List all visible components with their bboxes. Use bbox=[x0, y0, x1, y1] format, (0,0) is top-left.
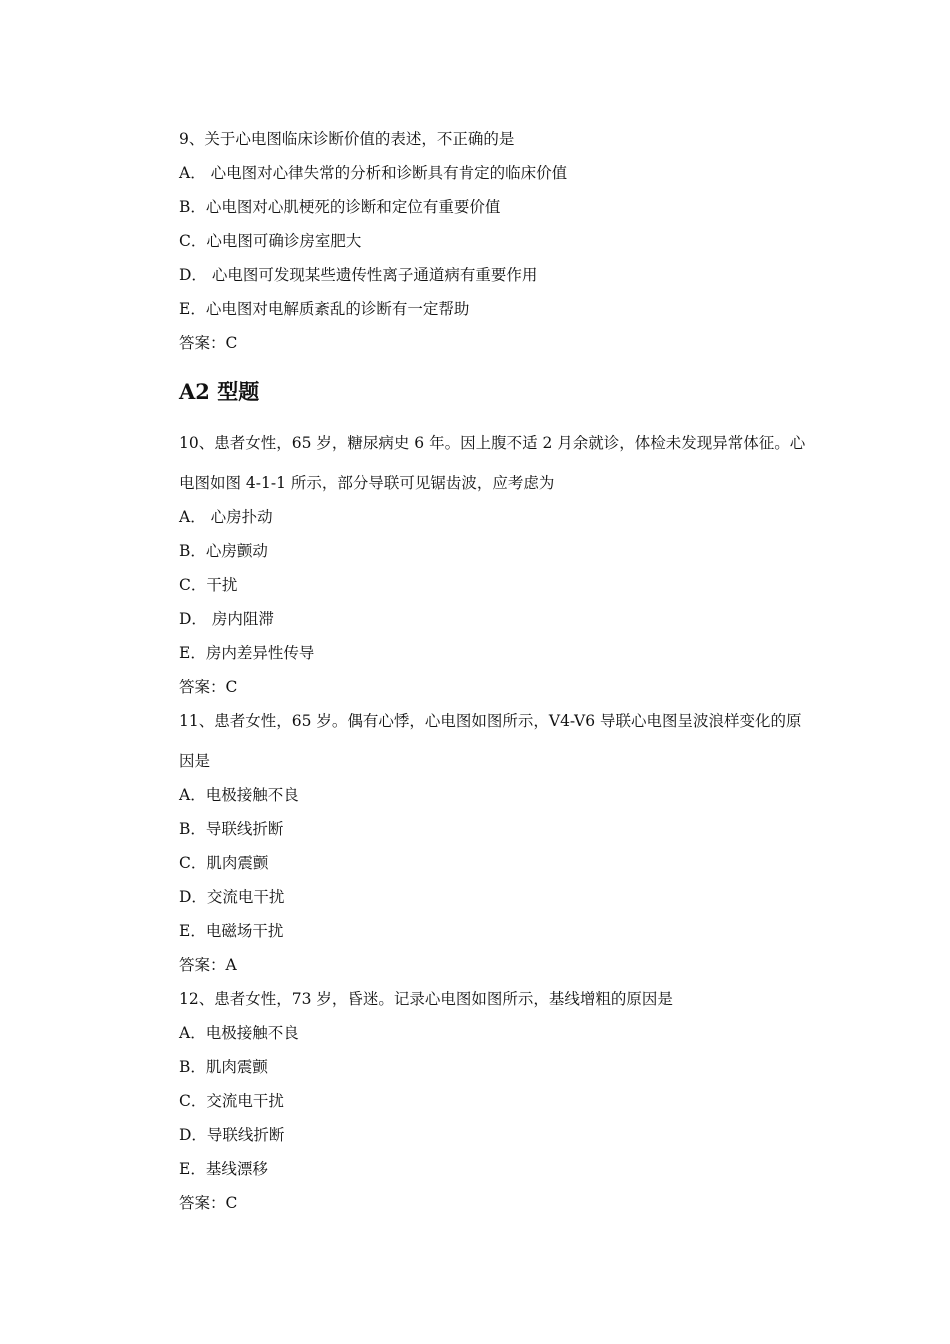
option-b: B．心电图对心肌梗死的诊断和定位有重要价值 bbox=[179, 198, 501, 216]
question-stem-line-2: 电图如图 4-1-1 所示，部分导联可见锯齿波，应考虑为 bbox=[179, 474, 555, 492]
question-stem: 12、患者女性，73 岁，昏迷。记录心电图如图所示，基线增粗的原因是 bbox=[179, 990, 673, 1008]
option-c: C．干扰 bbox=[179, 576, 238, 594]
option-b: B．肌肉震颤 bbox=[179, 1058, 268, 1076]
option-c: C．交流电干扰 bbox=[179, 1092, 284, 1110]
document-page bbox=[179, 122, 819, 1220]
option-e: E．电磁场干扰 bbox=[179, 922, 284, 940]
question-stem-line-1: 11、患者女性，65 岁。偶有心悸，心电图如图所示，V4-V6 导联心电图呈波浪样变化的原 bbox=[179, 712, 802, 730]
answer: 答案：C bbox=[179, 678, 238, 696]
option-e: E．房内差异性传导 bbox=[179, 644, 315, 662]
option-a: A． 心电图对心律失常的分析和诊断具有肯定的临床价值 bbox=[179, 164, 568, 182]
option-a: A．电极接触不良 bbox=[179, 1024, 299, 1042]
option-a: A．电极接触不良 bbox=[179, 786, 299, 804]
question-10 bbox=[179, 426, 819, 704]
question-9 bbox=[179, 122, 819, 360]
option-b: B．心房颤动 bbox=[179, 542, 268, 560]
option-b: B．导联线折断 bbox=[179, 820, 284, 838]
question-11 bbox=[179, 704, 819, 982]
section-heading: A2 型题 bbox=[179, 379, 260, 404]
question-stem-line-1: 10、患者女性，65 岁，糖尿病史 6 年。因上腹不适 2 月余就诊，体检未发现异常体征。心 bbox=[179, 434, 806, 452]
answer: 答案：C bbox=[179, 1194, 238, 1212]
option-c: C．心电图可确诊房室肥大 bbox=[179, 232, 362, 250]
option-d: D．导联线折断 bbox=[179, 1126, 285, 1144]
answer: 答案：C bbox=[179, 334, 238, 352]
option-d: D． 房内阻滞 bbox=[179, 610, 274, 628]
option-c: C．肌肉震颤 bbox=[179, 854, 269, 872]
question-12 bbox=[179, 982, 819, 1220]
option-a: A． 心房扑动 bbox=[179, 508, 273, 526]
question-stem: 9、关于心电图临床诊断价值的表述，不正确的是 bbox=[179, 130, 515, 148]
answer: 答案：A bbox=[179, 956, 237, 974]
option-d: D．交流电干扰 bbox=[179, 888, 285, 906]
option-e: E．基线漂移 bbox=[179, 1160, 268, 1178]
option-e: E．心电图对电解质紊乱的诊断有一定帮助 bbox=[179, 300, 470, 318]
option-d: D． 心电图可发现某些遗传性离子通道病有重要作用 bbox=[179, 266, 538, 284]
question-stem-line-2: 因是 bbox=[179, 752, 211, 770]
